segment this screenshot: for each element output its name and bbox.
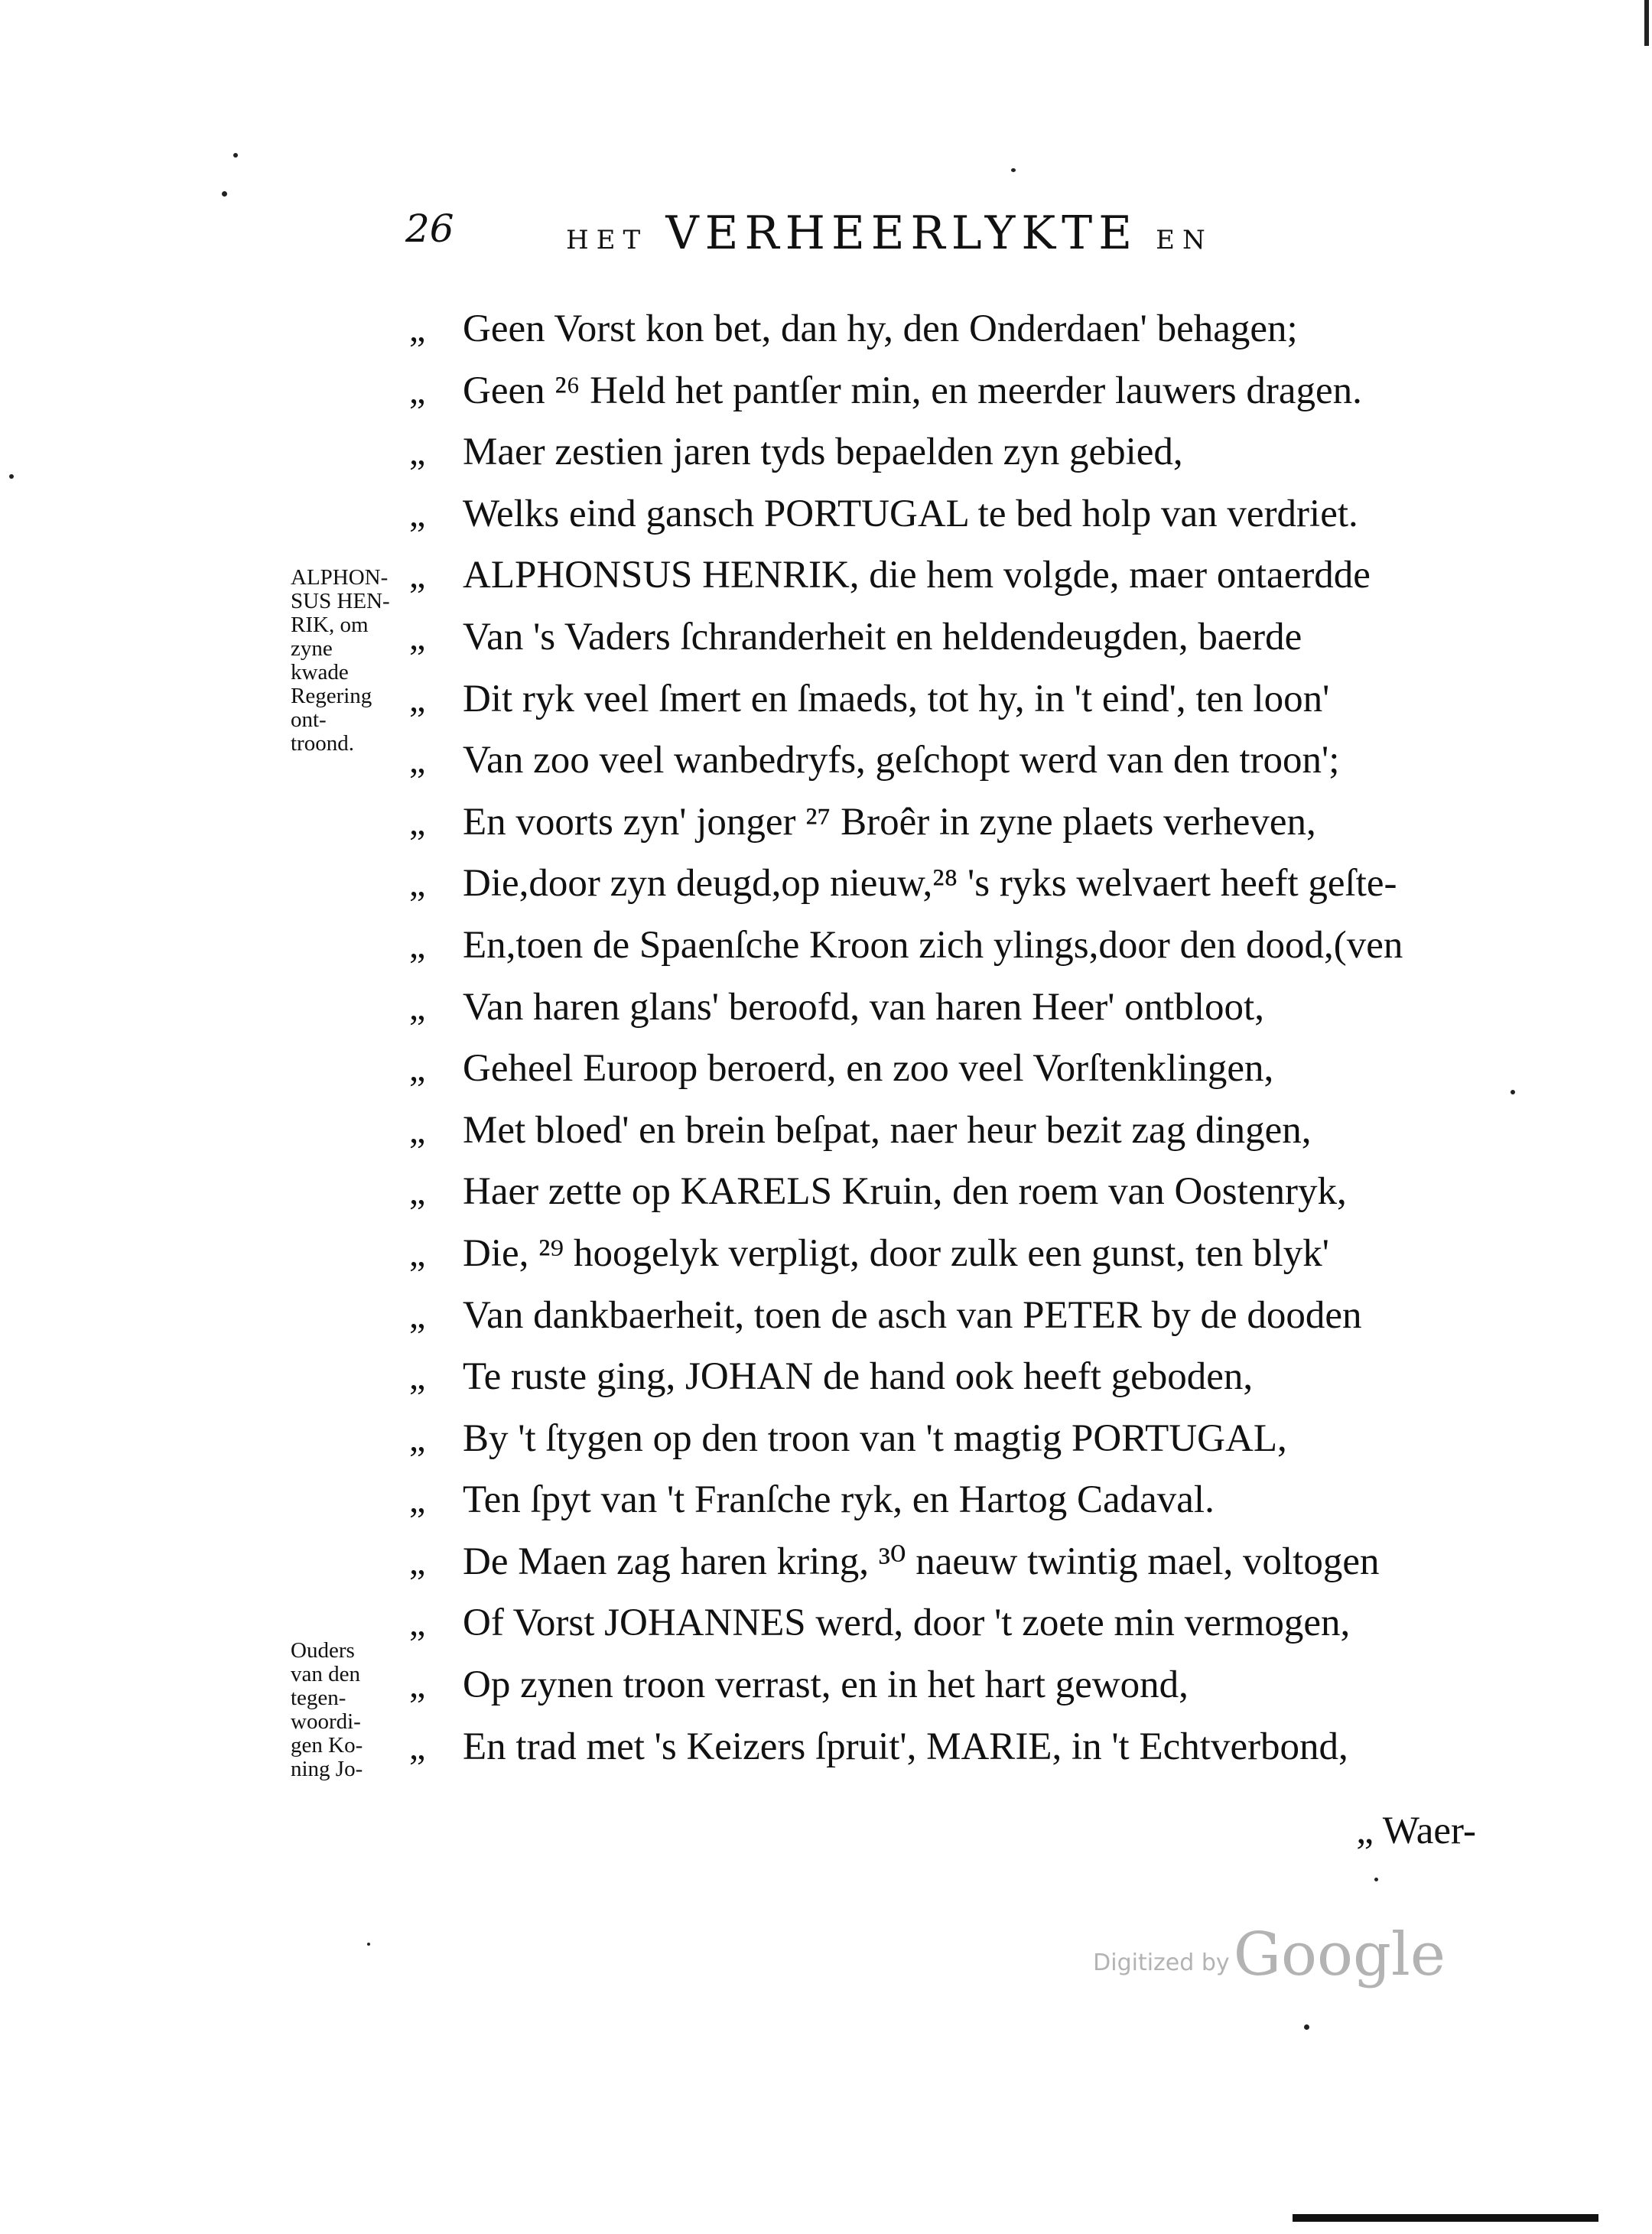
margin-note-line: RIK, om (291, 613, 369, 637)
page-number: 26 (405, 206, 454, 251)
verse-line (409, 1592, 1480, 1654)
margin-note-line: van den (291, 1662, 360, 1686)
verse-line (409, 1469, 1480, 1531)
verse-text: En trad met 's Keizers ſpruit', MARIE, in 't Echtverbond, (463, 1725, 1348, 1768)
margin-note-line: woordi- (291, 1709, 361, 1734)
quote-mark: „ (409, 555, 426, 597)
quote-mark: „ (409, 1172, 426, 1213)
margin-note-line: zyne (291, 636, 333, 661)
quote-mark: „ (409, 432, 426, 473)
verse-text: Met bloed' en brein beſpat, naer heur bezit zag dingen, (463, 1108, 1312, 1152)
verse-line (409, 360, 1480, 422)
verse-line (409, 421, 1480, 483)
quote-mark: „ (409, 1295, 426, 1336)
verse-line (409, 483, 1480, 545)
verse-line (409, 1346, 1480, 1408)
ink-speck (1374, 1878, 1378, 1881)
verse-text: Geen ²⁶ Held het pantſer min, en meerder lauwers dragen. (463, 369, 1362, 412)
verse-text: ALPHONSUS HENRIK, die hem volgde, maer ontaerdde (463, 554, 1371, 597)
verse-text: Maer zestien jaren tyds bepaelden zyn gebied, (463, 431, 1183, 474)
verse-text: Van zoo veel wanbedryfs, geſchopt werd van den troon'; (463, 739, 1340, 782)
verse-text: Of Vorst JOHANNES werd, door 't zoete min vermogen, (463, 1602, 1351, 1645)
verse-line (409, 545, 1480, 606)
ink-speck (222, 191, 227, 197)
quote-mark: „ (409, 493, 426, 535)
verse-text: Welks eind gansch PORTUGAL te bed holp van verdriet. (463, 492, 1358, 535)
verse-line (409, 1531, 1480, 1593)
quote-mark: „ (409, 1357, 426, 1398)
scan-edge-rule (1293, 2214, 1598, 2222)
verse-line (409, 977, 1480, 1039)
margin-note-line: troond. (291, 731, 354, 756)
quote-mark: „ (409, 1726, 426, 1767)
verse-text: Die, ²⁹ hoogelyk verpligt, door zulk een gunst, ten blyk' (463, 1231, 1329, 1275)
margin-note-line: ning Jo- (291, 1757, 363, 1781)
quote-mark: „ (409, 616, 426, 658)
running-title (566, 206, 1213, 260)
running-title-main: VERHEERLYKTE (665, 206, 1138, 260)
quote-mark: „ (409, 1603, 426, 1644)
verse-text: Dit ryk veel ſmert en ſmaeds, tot hy, in 't eind', ten loon' (463, 677, 1330, 720)
quote-mark: „ (409, 370, 426, 411)
scan-edge-mark (1644, 0, 1649, 46)
verse-line (409, 1285, 1480, 1347)
quote-mark: „ (409, 802, 426, 843)
quote-mark: „ (409, 1110, 426, 1151)
ink-speck (9, 474, 14, 479)
catchword: „ Waer- (1356, 1810, 1476, 1852)
verse-text: Van haren glans' beroofd, van haren Heer' ontbloot, (463, 985, 1264, 1029)
quote-mark: „ (409, 1418, 426, 1459)
verse-line (409, 298, 1480, 360)
verse-line (409, 668, 1480, 730)
running-title-word-1: HET (566, 225, 649, 255)
margin-note-ouders (291, 1639, 405, 1781)
quote-mark: „ (409, 987, 426, 1028)
margin-note-line: Regering (291, 684, 372, 708)
verse-text: Ten ſpyt van 't Franſche ryk, en Hartog Cadaval. (463, 1478, 1215, 1522)
verse-text: En voorts zyn' jonger ²⁷ Broêr in zyne plaets verheven, (463, 800, 1316, 844)
verse-line (409, 1716, 1480, 1778)
verse-line (409, 1038, 1480, 1100)
verse-line (409, 1100, 1480, 1162)
margin-note-alphonsus (291, 566, 405, 756)
verse-line (409, 1161, 1480, 1223)
margin-note-line: ALPHON- (291, 565, 389, 590)
quote-mark: „ (409, 1233, 426, 1274)
verse-text: Die,door zyn deugd,op nieuw,²⁸ 's ryks welvaert heeft geſte- (463, 862, 1397, 906)
ink-speck (1511, 1090, 1515, 1094)
verse-text: Geheel Euroop beroerd, en zoo veel Vorſtenklingen, (463, 1047, 1274, 1091)
ink-speck (1011, 168, 1016, 172)
digitized-label: Digitized by (1093, 1949, 1230, 1976)
verse-line (409, 853, 1480, 915)
verse-body (409, 298, 1480, 1777)
margin-note-line: tegen- (291, 1686, 346, 1710)
verse-text: By 't ſtygen op den troon van 't magtig PORTUGAL, (463, 1416, 1287, 1460)
verse-text: Van 's Vaders ſchranderheit en heldendeugden, baerde (463, 615, 1302, 658)
verse-line (409, 792, 1480, 854)
verse-text: En,toen de Spaenſche Kroon zich ylings,door den dood,(ven (463, 923, 1403, 967)
quote-mark: „ (409, 740, 426, 782)
verse-line (409, 1408, 1480, 1470)
running-title-word-2: EN (1156, 225, 1213, 255)
quote-mark: „ (409, 863, 426, 905)
ink-speck (233, 153, 238, 158)
quote-mark: „ (409, 678, 426, 720)
margin-note-line: ont- (291, 707, 327, 732)
quote-mark: „ (409, 925, 426, 966)
ink-speck (367, 1943, 370, 1946)
quote-mark: „ (409, 309, 426, 350)
quote-mark: „ (409, 1665, 426, 1706)
verse-text: Te ruste ging, JOHAN de hand ook heeft geboden, (463, 1355, 1254, 1399)
quote-mark: „ (409, 1480, 426, 1521)
quote-mark: „ (409, 1049, 426, 1090)
verse-text: Op zynen troon verrast, en in het hart gewond, (463, 1663, 1189, 1707)
verse-line (409, 606, 1480, 668)
verse-line (409, 730, 1480, 792)
margin-note-line: SUS HEN- (291, 589, 390, 613)
margin-note-line: gen Ko- (291, 1733, 363, 1758)
verse-line (409, 1223, 1480, 1285)
verse-text: Haer zette op KARELS Kruin, den roem van Oostenryk, (463, 1170, 1347, 1214)
digitized-by-footer (1093, 1920, 1446, 1989)
verse-text: De Maen zag haren kring, ³⁰ naeuw twintig mael, voltogen (463, 1540, 1380, 1583)
verse-text: Van dankbaerheit, toen de asch van PETER by de dooden (463, 1293, 1362, 1337)
margin-note-line: kwade (291, 660, 349, 685)
verse-text: Geen Vorst kon bet, dan hy, den Onderdaen' behagen; (463, 307, 1298, 350)
page-header (405, 206, 1553, 275)
margin-note-line: Ouders (291, 1638, 355, 1663)
ink-speck (1304, 2024, 1309, 2030)
verse-line (409, 1654, 1480, 1716)
google-logo: Google (1233, 1920, 1446, 1989)
verse-line (409, 915, 1480, 977)
quote-mark: „ (409, 1541, 426, 1582)
